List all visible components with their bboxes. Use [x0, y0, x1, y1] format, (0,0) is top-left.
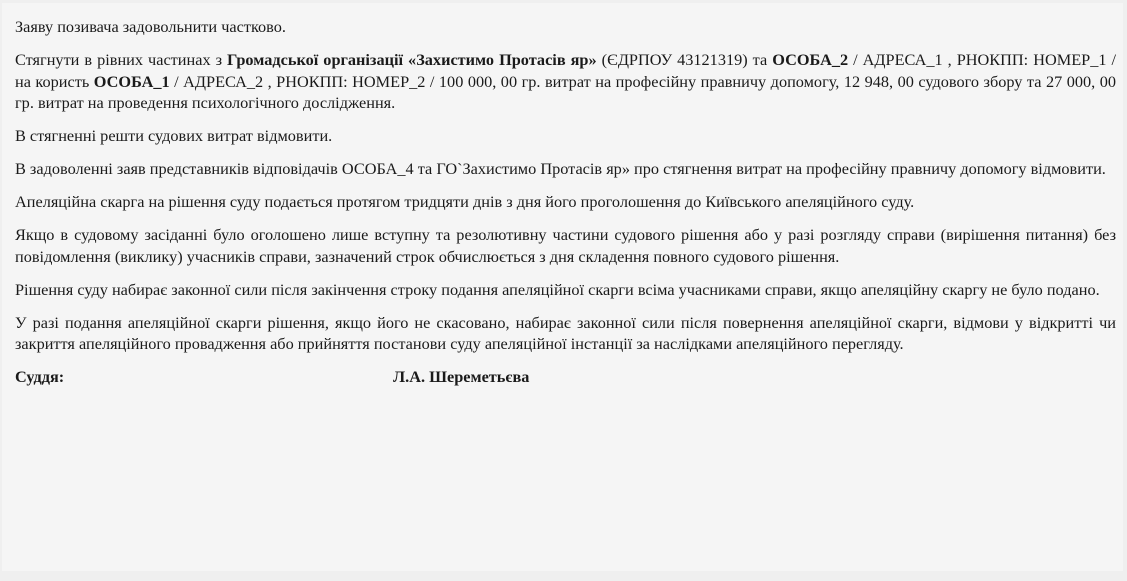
paragraph-appeal: Апеляційна скарга на рішення суду подається протягом тридцяти днів з дня його проголошення до Київського апеляційного суду. — [15, 192, 915, 211]
paragraph-appeal-term: Якщо в судовому засіданні було оголошено лише вступну та резолютивну частини судового рішення або у разі розгляду справи (вирішення питання) без повідомлення (виклику) учасників справи, зазначений строк обчислюється з дня складення повного судового рішення. — [15, 225, 1116, 266]
paragraph-decision: Заяву позивача задовольнити частково. — [15, 17, 286, 36]
document-panel — [2, 3, 1123, 571]
text-segment: / АДРЕСА_2 , РНОКПП: НОМЕР_2 / 100 000, 00 гр. витрат на професійну правничу допомогу, 12 948, 00 судового збору та 27 000, 00 гр. витрат на проведення психологічного дослідження. — [15, 71, 1116, 112]
paragraph-refusal: В стягненні решти судових витрат відмовити. — [15, 126, 333, 145]
paragraph-legal-force: Рішення суду набирає законної сили після закінчення строку подання апеляційної скарги всіма учасниками справи, якщо апеляційну скаргу не було подано. — [15, 279, 1100, 299]
person-2: ОСОБА_2 — [772, 50, 849, 69]
judge-name: Л.А. Шереметьєва — [393, 367, 530, 386]
paragraph-appeal-effect: У разі подання апеляційної скарги рішення, якщо його не скасовано, набирає законної сили після повернення апеляційної скарги, відмови у відкритті чи закриття апеляційного провадження або прийняття постанови суду апеляційної інстанції за наслідками апеляційного перегляду. — [15, 312, 1116, 353]
text-segment: (ЄДРПОУ 43121319) та — [596, 50, 773, 69]
document-text — [15, 16, 1116, 388]
text-segment: / АДРЕСА_1 , РНОКПП: НОМЕР_1 / на користь — [15, 50, 1117, 91]
judge-label: Суддя: — [15, 367, 65, 386]
paragraph-representatives: В задоволенні заяв представників відповідачів ОСОБА_4 та ГО`Захистимо Протасів яр» про стягнення витрат на професійну правничу допомогу відмовити. — [15, 159, 1106, 178]
paragraph-recovery — [15, 49, 1116, 114]
text-segment: Стягнути в рівних частинах з — [15, 50, 228, 69]
signature-block — [15, 366, 1116, 388]
person-1: ОСОБА_1 — [93, 71, 170, 91]
organization-name: Громадської організації «Захистимо Протасів яр» — [227, 50, 597, 69]
